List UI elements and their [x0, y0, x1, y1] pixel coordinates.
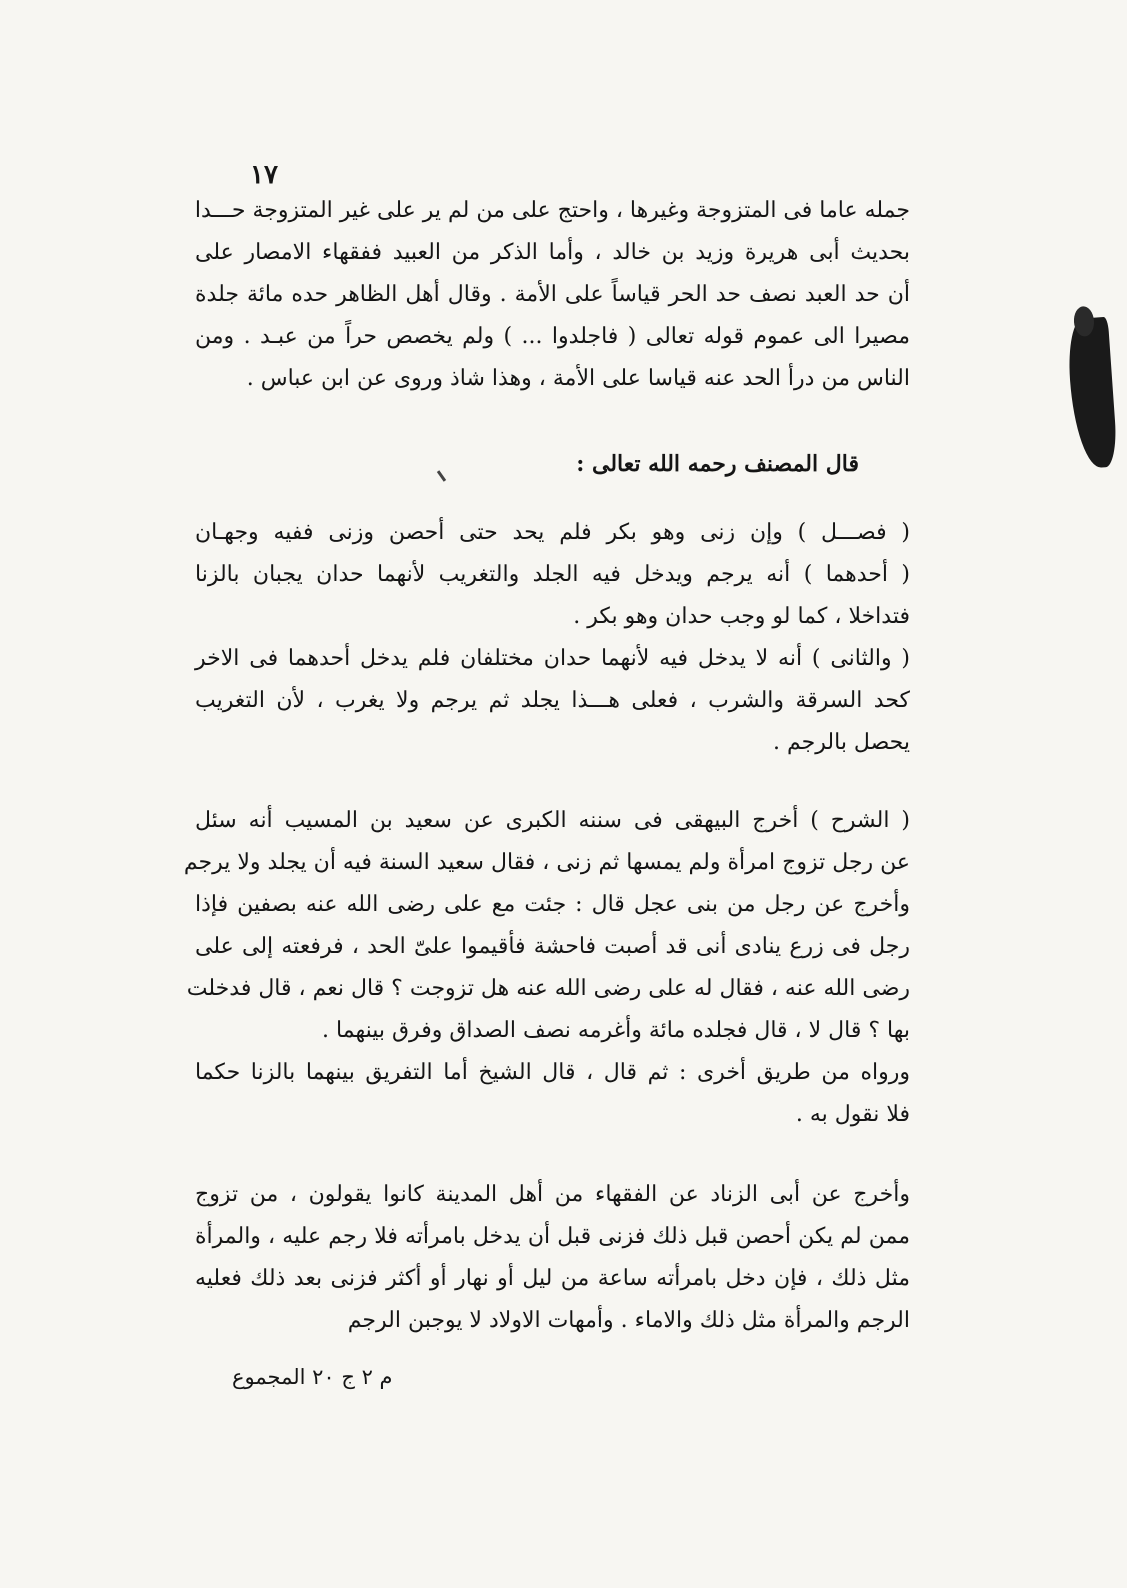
section-heading: قال المصنف رحمه الله تعالى : [576, 451, 859, 477]
text-line: عن رجل تزوج امرأة ولم يمسها ثم زنى ، فقال سعيد السنة فيه أن يجلد ولا يرجم [183, 850, 910, 875]
text-line: الناس من درأ الحد عنه قياسا على الأمة ، وهذا شاذ وروى عن ابن عباس . [246, 366, 910, 391]
text-line: مصيرا الى عموم قوله تعالى ( فاجلدوا ... ) ولم يخصص حراً من عبـد . ومن [195, 324, 910, 349]
signature-footer: م ٢ ج ٢٠ المجموع [232, 1365, 393, 1389]
text-line: ( أحدهما ) أنه يرجم ويدخل فيه الجلد والتغريب لأنهما حدان يجبان بالزنا [195, 562, 910, 587]
text-line: كحد السرقة والشرب ، فعلى هـــذا يجلد ثم يرجم ولا يغرب ، لأن التغريب [195, 688, 910, 713]
text-line: فلا نقول به . [795, 1102, 910, 1127]
paragraph-commentary-intro [195, 190, 910, 400]
text-line: أن حد العبد نصف حد الحر قياساً على الأمة . وقال أهل الظاهر حده مائة جلدة [195, 282, 910, 307]
text-line: ( فصـــل ) وإن زنى وهو بكر فلم يحد حتى أحصن وزنى ففيه وجهـان [195, 520, 910, 545]
text-line: الرجم والمرأة مثل ذلك والاماء . وأمهات الاولاد لا يوجبن الرجم [347, 1308, 910, 1333]
text-line: ممن لم يكن أحصن قبل ذلك فزنى قبل أن يدخل بامرأته فلا رجم عليه ، والمرأة [195, 1224, 910, 1249]
text-line: ( الشرح ) أخرج البيهقى فى سننه الكبرى عن سعيد بن المسيب أنه سئل [195, 808, 910, 833]
text-line: يحصل بالرجم . [773, 730, 910, 755]
text-line: جمله عاما فى المتزوجة وغيرها ، واحتج على من لم ير على غير المتزوجة حـــدا [194, 198, 910, 223]
scan-speck [437, 470, 446, 482]
text-line: ورواه من طريق أخرى : ثم قال ، قال الشيخ أما التفريق بينهما بالزنا حكما [195, 1060, 910, 1085]
text-line: مثل ذلك ، فإن دخل بامرأته ساعة من ليل أو نهار أو أكثر فزنى بعد ذلك فعليه [195, 1266, 910, 1291]
text-line: بحديث أبى هريرة وزيد بن خالد ، وأما الذكر من العبيد ففقهاء الامصار على [195, 240, 910, 265]
page-number: ١٧ [250, 160, 278, 190]
text-line: بها ؟ قال لا ، قال فجلده مائة وأغرمه نصف الصداق وفرق بينهما . [322, 1018, 910, 1043]
text-line: وأخرج عن رجل من بنى عجل قال : جئت مع على رضى الله عنه بصفين فإذا [195, 892, 910, 917]
text-line: ( والثانى ) أنه لا يدخل فيه لأنهما حدان مختلفان فلم يدخل أحدهما فى الاخر [195, 646, 910, 671]
text-line: وأخرج عن أبى الزناد عن الفقهاء من أهل المدينة كانوا يقولون ، من تزوج [195, 1182, 910, 1207]
text-line: رجل فى زرع ينادى أنى قد أصبت فاحشة فأقيموا علىّ الحد ، فرفعته إلى على [195, 934, 910, 959]
paragraph-sharh [183, 800, 910, 1136]
text-line: رضى الله عنه ، فقال له على رضى الله عنه هل تزوجت ؟ قال نعم ، قال فدخلت [186, 976, 910, 1001]
paragraph-abi-zinad [195, 1174, 910, 1342]
ink-blot [1066, 317, 1118, 470]
text-line: فتداخلا ، كما لو وجب حدان وهو بكر . [573, 604, 910, 629]
paragraph-fasl [195, 512, 910, 764]
